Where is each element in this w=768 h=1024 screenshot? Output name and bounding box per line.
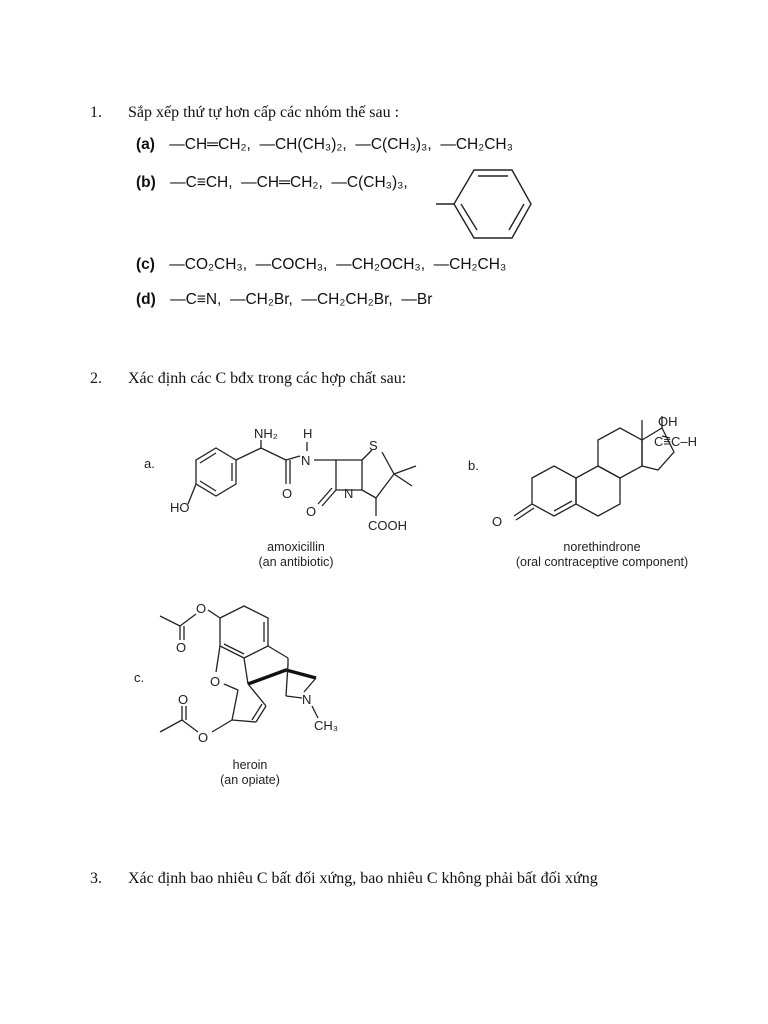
carbonyl-o-label: O [282,486,293,501]
compound-letter: a. [144,456,155,471]
group: —CH═CH₂, [241,174,323,191]
row-b [136,174,408,192]
group: —CH₂OCH₃, [336,256,426,273]
sulfur-label: S [369,438,378,453]
group: —CH₂CH₂Br, [301,291,393,308]
methyl-label: CH₃ [314,718,339,733]
question-text: Sắp xếp thứ tự hơn cấp các nhóm thế sau : [128,104,400,121]
acetyl-o-label: O [178,692,189,707]
norethindrone-caption [498,540,706,570]
h-label: H [303,426,313,441]
compound-desc: (an antibiotic) [258,555,334,569]
compound-name: norethindrone [563,540,641,554]
question-3 [90,869,598,889]
compound-letter: c. [134,670,145,685]
question-text: Xác định bao nhiêu C bất đối xứng, bao nhiêu C không phải bất đối xứng [128,870,598,887]
row-a [136,136,513,154]
group: —CH₂Br, [229,291,293,308]
phenyl-ring-structure [432,166,532,244]
question-1 [90,103,399,123]
alkyne-label: C≡C–H [654,434,697,449]
group: —C(CH₃)₃, [331,174,408,191]
amoxicillin-structure [136,418,436,546]
group: —CH═CH₂, [169,136,251,153]
nh2-label: NH₂ [254,426,278,441]
oh-label: OH [658,414,678,429]
ring-n-label: N [344,486,354,501]
acetyl-o-label: O [176,640,187,655]
compound-name: heroin [232,758,268,772]
amine-n-label: N [302,692,312,707]
heroin-structure [126,596,366,756]
norethindrone-structure [462,412,722,538]
group: —CH(CH₃)₂, [259,136,347,153]
group: —CH₂CH₃ [440,136,513,153]
ho-label: HO [170,500,190,515]
row-label: (c) [136,256,155,273]
ester-o-label: O [198,730,209,745]
compound-letter: b. [468,458,479,473]
ether-o-label: O [210,674,221,689]
ester-o-label: O [196,601,207,616]
question-number: 3. [90,870,102,887]
amide-n-label: N [301,453,311,468]
row-label: (d) [136,291,156,308]
group: —C(CH₃)₃, [355,136,432,153]
compound-desc: (oral contraceptive component) [515,555,689,569]
group: —C≡CH, [170,174,233,191]
heroin-caption [188,758,312,788]
amoxicillin-caption [226,540,366,570]
row-c [136,256,506,274]
group: —Br [401,291,433,308]
cooh-label: COOH [368,518,407,533]
question-number: 2. [90,370,102,387]
question-number: 1. [90,104,102,121]
group: —CH₂CH₃ [433,256,507,273]
ketone-o-label: O [492,514,503,529]
row-label: (b) [136,174,156,191]
lactam-o-label: O [306,504,317,519]
row-d [136,291,432,309]
group: —COCH₃, [255,256,328,273]
compound-desc: (an opiate) [220,773,280,787]
row-label: (a) [136,136,155,153]
group: —C≡N, [170,291,222,308]
question-2 [90,369,406,389]
compound-name: amoxicillin [267,540,325,554]
question-text: Xác định các C bđx trong các hợp chất sau: [128,370,407,387]
group: —CO₂CH₃, [169,256,248,273]
